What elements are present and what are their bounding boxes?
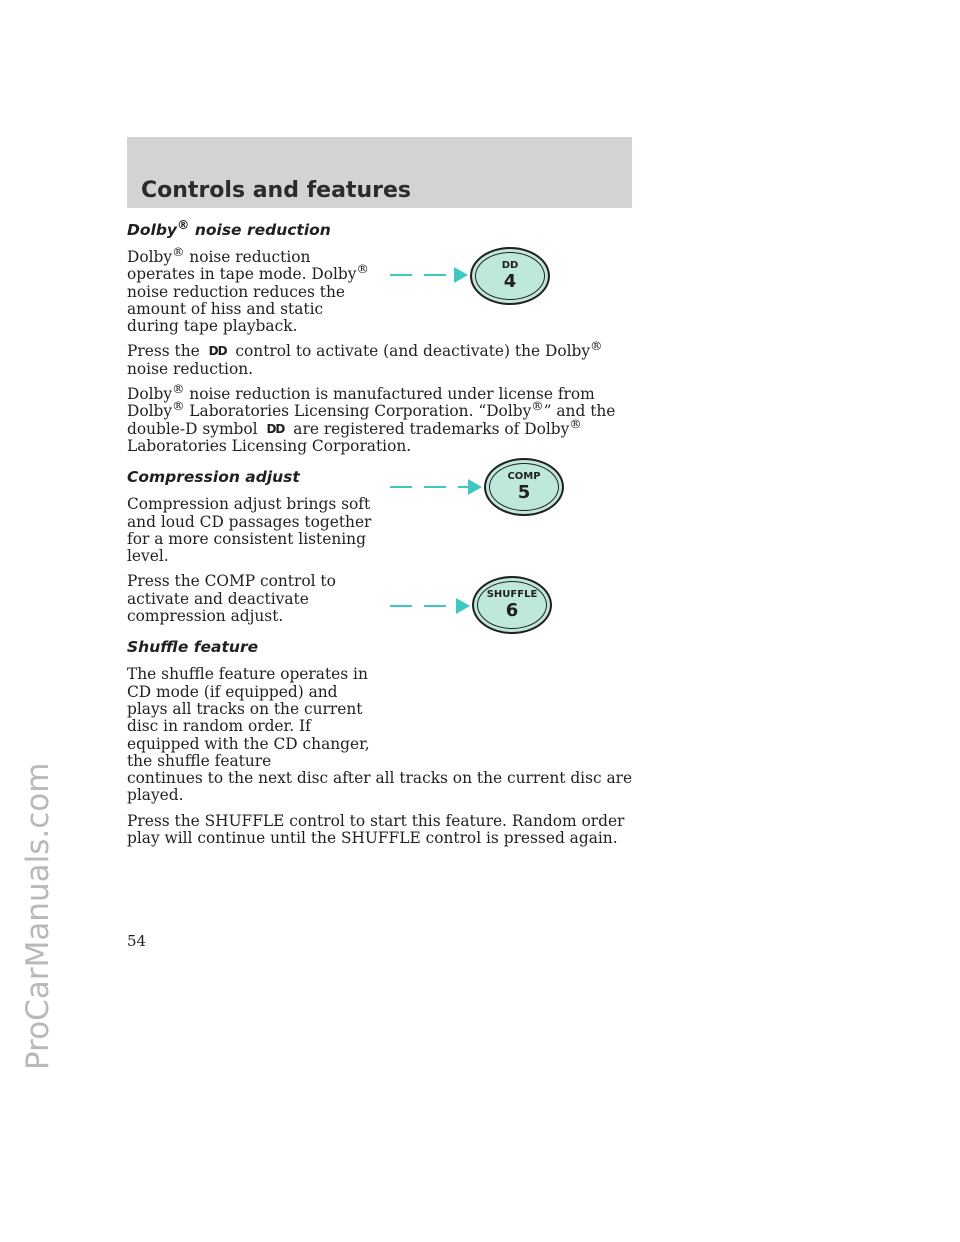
compression-paragraph-1: Compression adjust brings soft and loud CD passages together for a more consistent listening level. [127, 495, 372, 566]
comp-button: COMP 5 [484, 458, 564, 516]
dolby-button-graphic [390, 247, 550, 305]
shuffle-heading: Shuffle feature [127, 638, 259, 657]
shuffle-paragraph-1a: The shuffle feature operates in CD mode (if equipped) and plays all tracks on the current disc in random order. If equipped with the CD changer, the shuffle feature [127, 665, 370, 770]
page-number: 54 [127, 932, 147, 950]
dolby-paragraph-1: Dolby® noise reduction operates in tape mode. Dolby® noise reduction reduces the amount of hiss and static during tape playback. [127, 244, 369, 336]
comp-button-graphic [390, 458, 566, 516]
section-header [127, 137, 632, 208]
arrow-head-icon [454, 267, 468, 283]
side-watermark: ProCarManuals.com [20, 762, 56, 1070]
shuffle-button: SHUFFLE 6 [472, 576, 552, 634]
shuffle-button-graphic [390, 576, 550, 634]
double-d-icon: DD [501, 260, 519, 271]
compression-heading: Compression adjust [127, 468, 300, 487]
shuffle-paragraph-2: Press the SHUFFLE control to start this feature. Random order play will continue until the SHUFFLE control is pressed again. [127, 811, 625, 848]
arrow-head-icon [468, 479, 482, 495]
dolby-paragraph-3: Dolby® noise reduction is manufactured under license from Dolby® Laboratories Licensing Corporation. “Dolby®” and the double-D symbol DD are registered trademarks of Dolby® Laboratories Licensing Corporation. [127, 381, 616, 455]
arrow-dash [390, 274, 456, 276]
arrow-dash [390, 605, 458, 607]
double-d-icon: DD [266, 421, 285, 436]
double-d-icon: DD [208, 344, 227, 359]
shuffle-paragraph-1b: continues to the next disc after all tracks on the current disc are played. [127, 769, 633, 805]
compression-paragraph-2: Press the COMP control to activate and deactivate compression adjust. [127, 572, 336, 626]
section-title: Controls and features [141, 178, 411, 203]
arrow-head-icon [456, 598, 470, 614]
arrow-dash [390, 486, 470, 488]
page-content [127, 216, 635, 848]
dolby-button: DD 4 [470, 247, 550, 305]
dolby-heading: Dolby® noise reduction [127, 216, 331, 239]
dolby-paragraph-2: Press the DD control to activate (and deactivate) the Dolby® noise reduction. [127, 339, 603, 378]
